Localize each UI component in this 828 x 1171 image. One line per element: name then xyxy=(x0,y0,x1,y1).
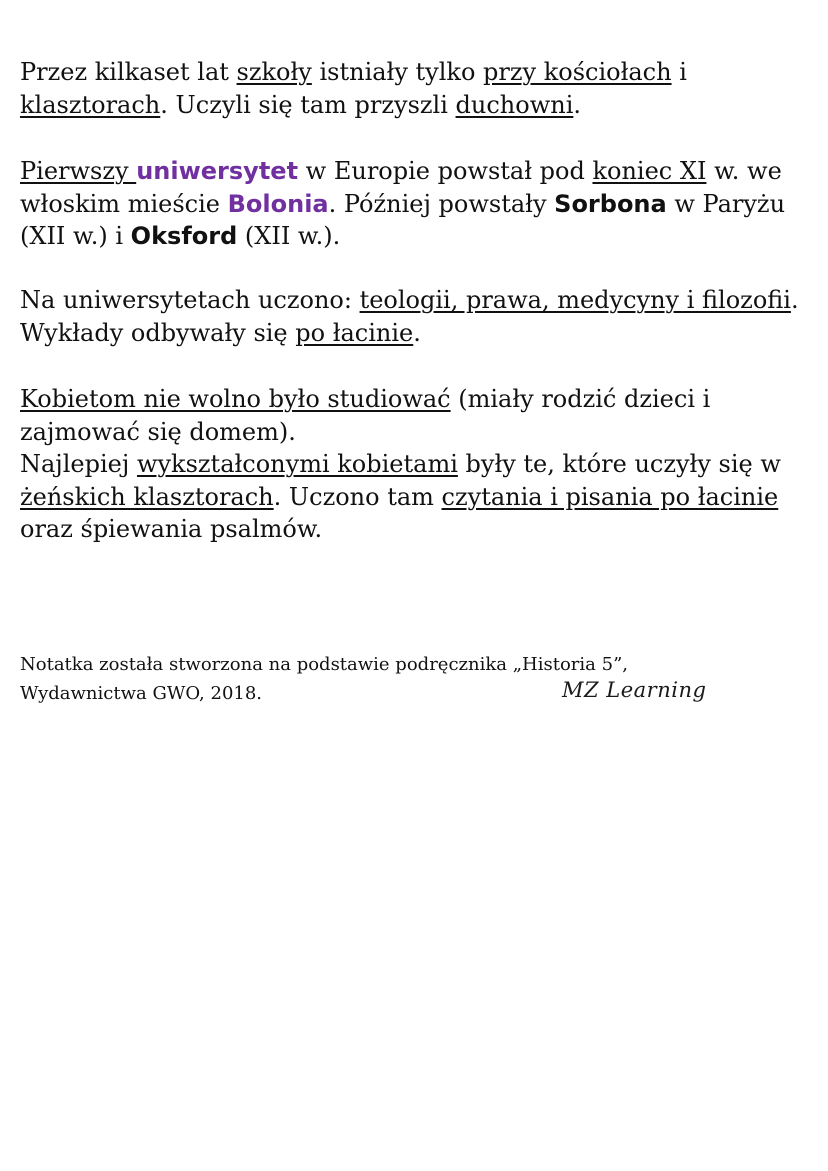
underlined-term: koniec XI xyxy=(592,157,707,185)
underlined-term: szkoły xyxy=(236,58,312,86)
text: . xyxy=(413,318,421,347)
underlined-term: Pierwszy xyxy=(20,157,137,185)
text: (XII w.). xyxy=(237,222,341,250)
highlight-term: Bolonia xyxy=(227,189,329,218)
source-note-line: Wydawnictwa GWO, 2018. xyxy=(20,683,263,704)
text: (miały rodzić dzieci i zajmować się domem). xyxy=(20,385,711,446)
underlined-term: żeńskich klasztorach xyxy=(20,482,274,511)
mz-learning-logo: MZ Learning xyxy=(562,678,707,702)
underlined-term: przy kościołach xyxy=(483,58,672,86)
text: w. we włoskim mieście xyxy=(20,157,782,218)
text: Na uniwersytetach uczono: xyxy=(20,286,360,314)
underlined-term: czytania i pisania po łacinie xyxy=(441,482,779,511)
text: oraz śpiewania psalmów. xyxy=(20,515,323,543)
source-note-line: Notatka została stworzona na podstawie podręcznika „Historia 5”, xyxy=(20,654,629,675)
text: istniały tylko xyxy=(311,58,484,86)
text: . xyxy=(573,90,582,119)
text: były te, które uczyły się w xyxy=(457,450,781,478)
bold-term: Oksford xyxy=(130,222,238,250)
paragraph-convents xyxy=(20,448,810,546)
bold-term: Sorbona xyxy=(554,189,667,218)
text: w Paryżu (XII w.) i xyxy=(20,189,786,250)
underlined-term: wykształconymi kobietami xyxy=(136,450,458,478)
text: . Uczyli się tam przyszli xyxy=(160,90,456,119)
text: . Później powstały xyxy=(328,189,555,218)
paragraph-schools xyxy=(20,56,810,121)
text: . Wykłady odbywały się xyxy=(20,286,799,347)
paragraph-subjects xyxy=(20,284,810,349)
underlined-term: klasztorach xyxy=(20,90,161,119)
text: Najlepiej xyxy=(20,450,137,478)
underlined-term: po łacinie xyxy=(295,318,414,347)
highlight-term: uniwersytet xyxy=(136,157,299,185)
underlined-term: duchowni xyxy=(455,90,574,119)
paragraph-universities xyxy=(20,155,810,253)
text: . Uczono tam xyxy=(273,482,442,511)
paragraph-women xyxy=(20,383,810,448)
text: i xyxy=(671,58,687,86)
text: Przez kilkaset lat xyxy=(20,58,237,86)
underlined-term: Kobietom nie wolno było studiować xyxy=(20,385,451,413)
text: w Europie powstał pod xyxy=(298,157,593,185)
underlined-term: teologii, prawa, medycyny i filozofii xyxy=(359,286,791,314)
